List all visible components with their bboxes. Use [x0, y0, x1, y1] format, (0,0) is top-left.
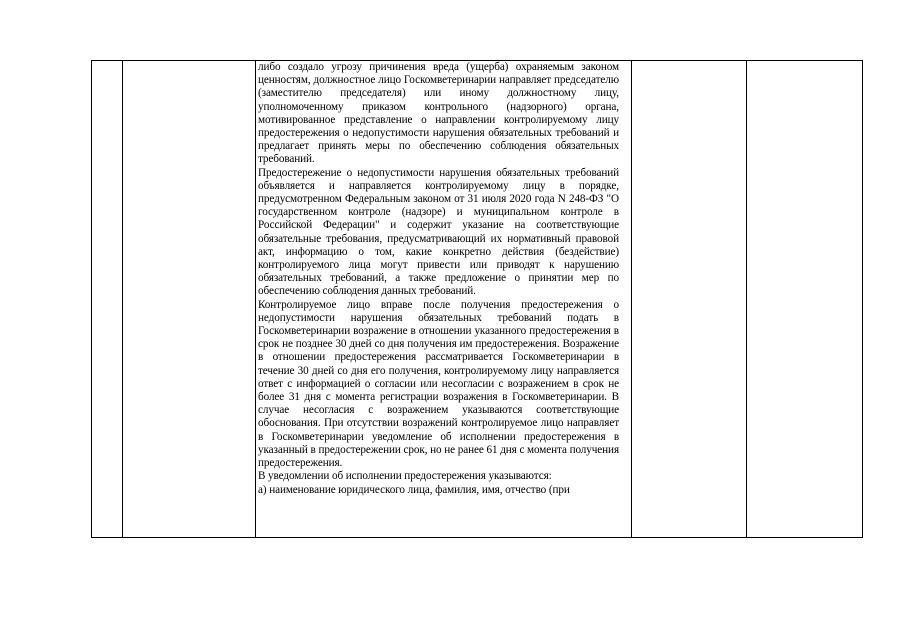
table-cell-number — [92, 61, 122, 537]
paragraph-notification-item-a: а) наименование юридического лица, фамилия, имя, отчество (при — [258, 483, 570, 496]
table-cell-name — [123, 61, 255, 537]
paragraph-objection: Контролируемое лицо вправе после получения предостережения о недопустимости нарушения обязательных требований подать в Госкомветеринарии возражение в отношении указанного предостережения в срок не позднее 30 дней со дня получения им предостережения. Возражение в отношении предостережения рассматривается Госкомветеринарии в течение 30 дней со дня его получения, контролируемому лицу направляется ответ с информацией о согласии или несогласии с возражением в срок не более 31 дня с момента регистрации возражения в Госкомветеринарии. В случае несогласия с возражением указываются соответствующие обоснования. При отсутствии возражений контролируемое лицо направляет в Госкомветеринарии уведомление об исполнении предостережения в указанный в предостережении срок, но не ранее 61 дня с момента получения предостережения. — [258, 298, 619, 470]
table-cell-description — [258, 61, 619, 537]
paragraph-warning-content: Предостережение о недопустимости нарушения обязательных требований объявляется и направляется контролируемому лицу в порядке, предусмотренном Федеральным законом от 31 июля 2020 года N 248-ФЗ "О государственном контроле (надзоре) и муниципальном контроле в Российской Федерации" и содержит указание на соответствующие обязательные требования, предусматривающий их нормативный правовой акт, информацию о том, какие конкретно действия (бездействие) контролируемого лица могут привести или приводят к нарушению обязательных требований, а также предложение о принятии мер по обеспечению соблюдения данных требований. — [258, 166, 619, 298]
document-table — [91, 60, 863, 538]
paragraph-notification-heading: В уведомлении об исполнении предостережения указываются: — [258, 470, 552, 483]
paragraph-representation: либо создало угрозу причинения вреда (ущерба) охраняемым законом ценностям, должностное лицо Госкомветеринарии направляет председателю (заместителю председателя) или иному должностному лицу, уполномоченному приказом контрольного (надзорного) органа, мотивированное представление о направлении контролируемому лицу предостережения о недопустимости нарушения обязательных требований и предлагает принять меры по обеспечению соблюдения обязательных требований. — [258, 61, 619, 166]
table-cell-deadline — [632, 61, 746, 537]
column-divider-2 — [255, 61, 256, 537]
table-cell-responsible — [747, 61, 862, 537]
